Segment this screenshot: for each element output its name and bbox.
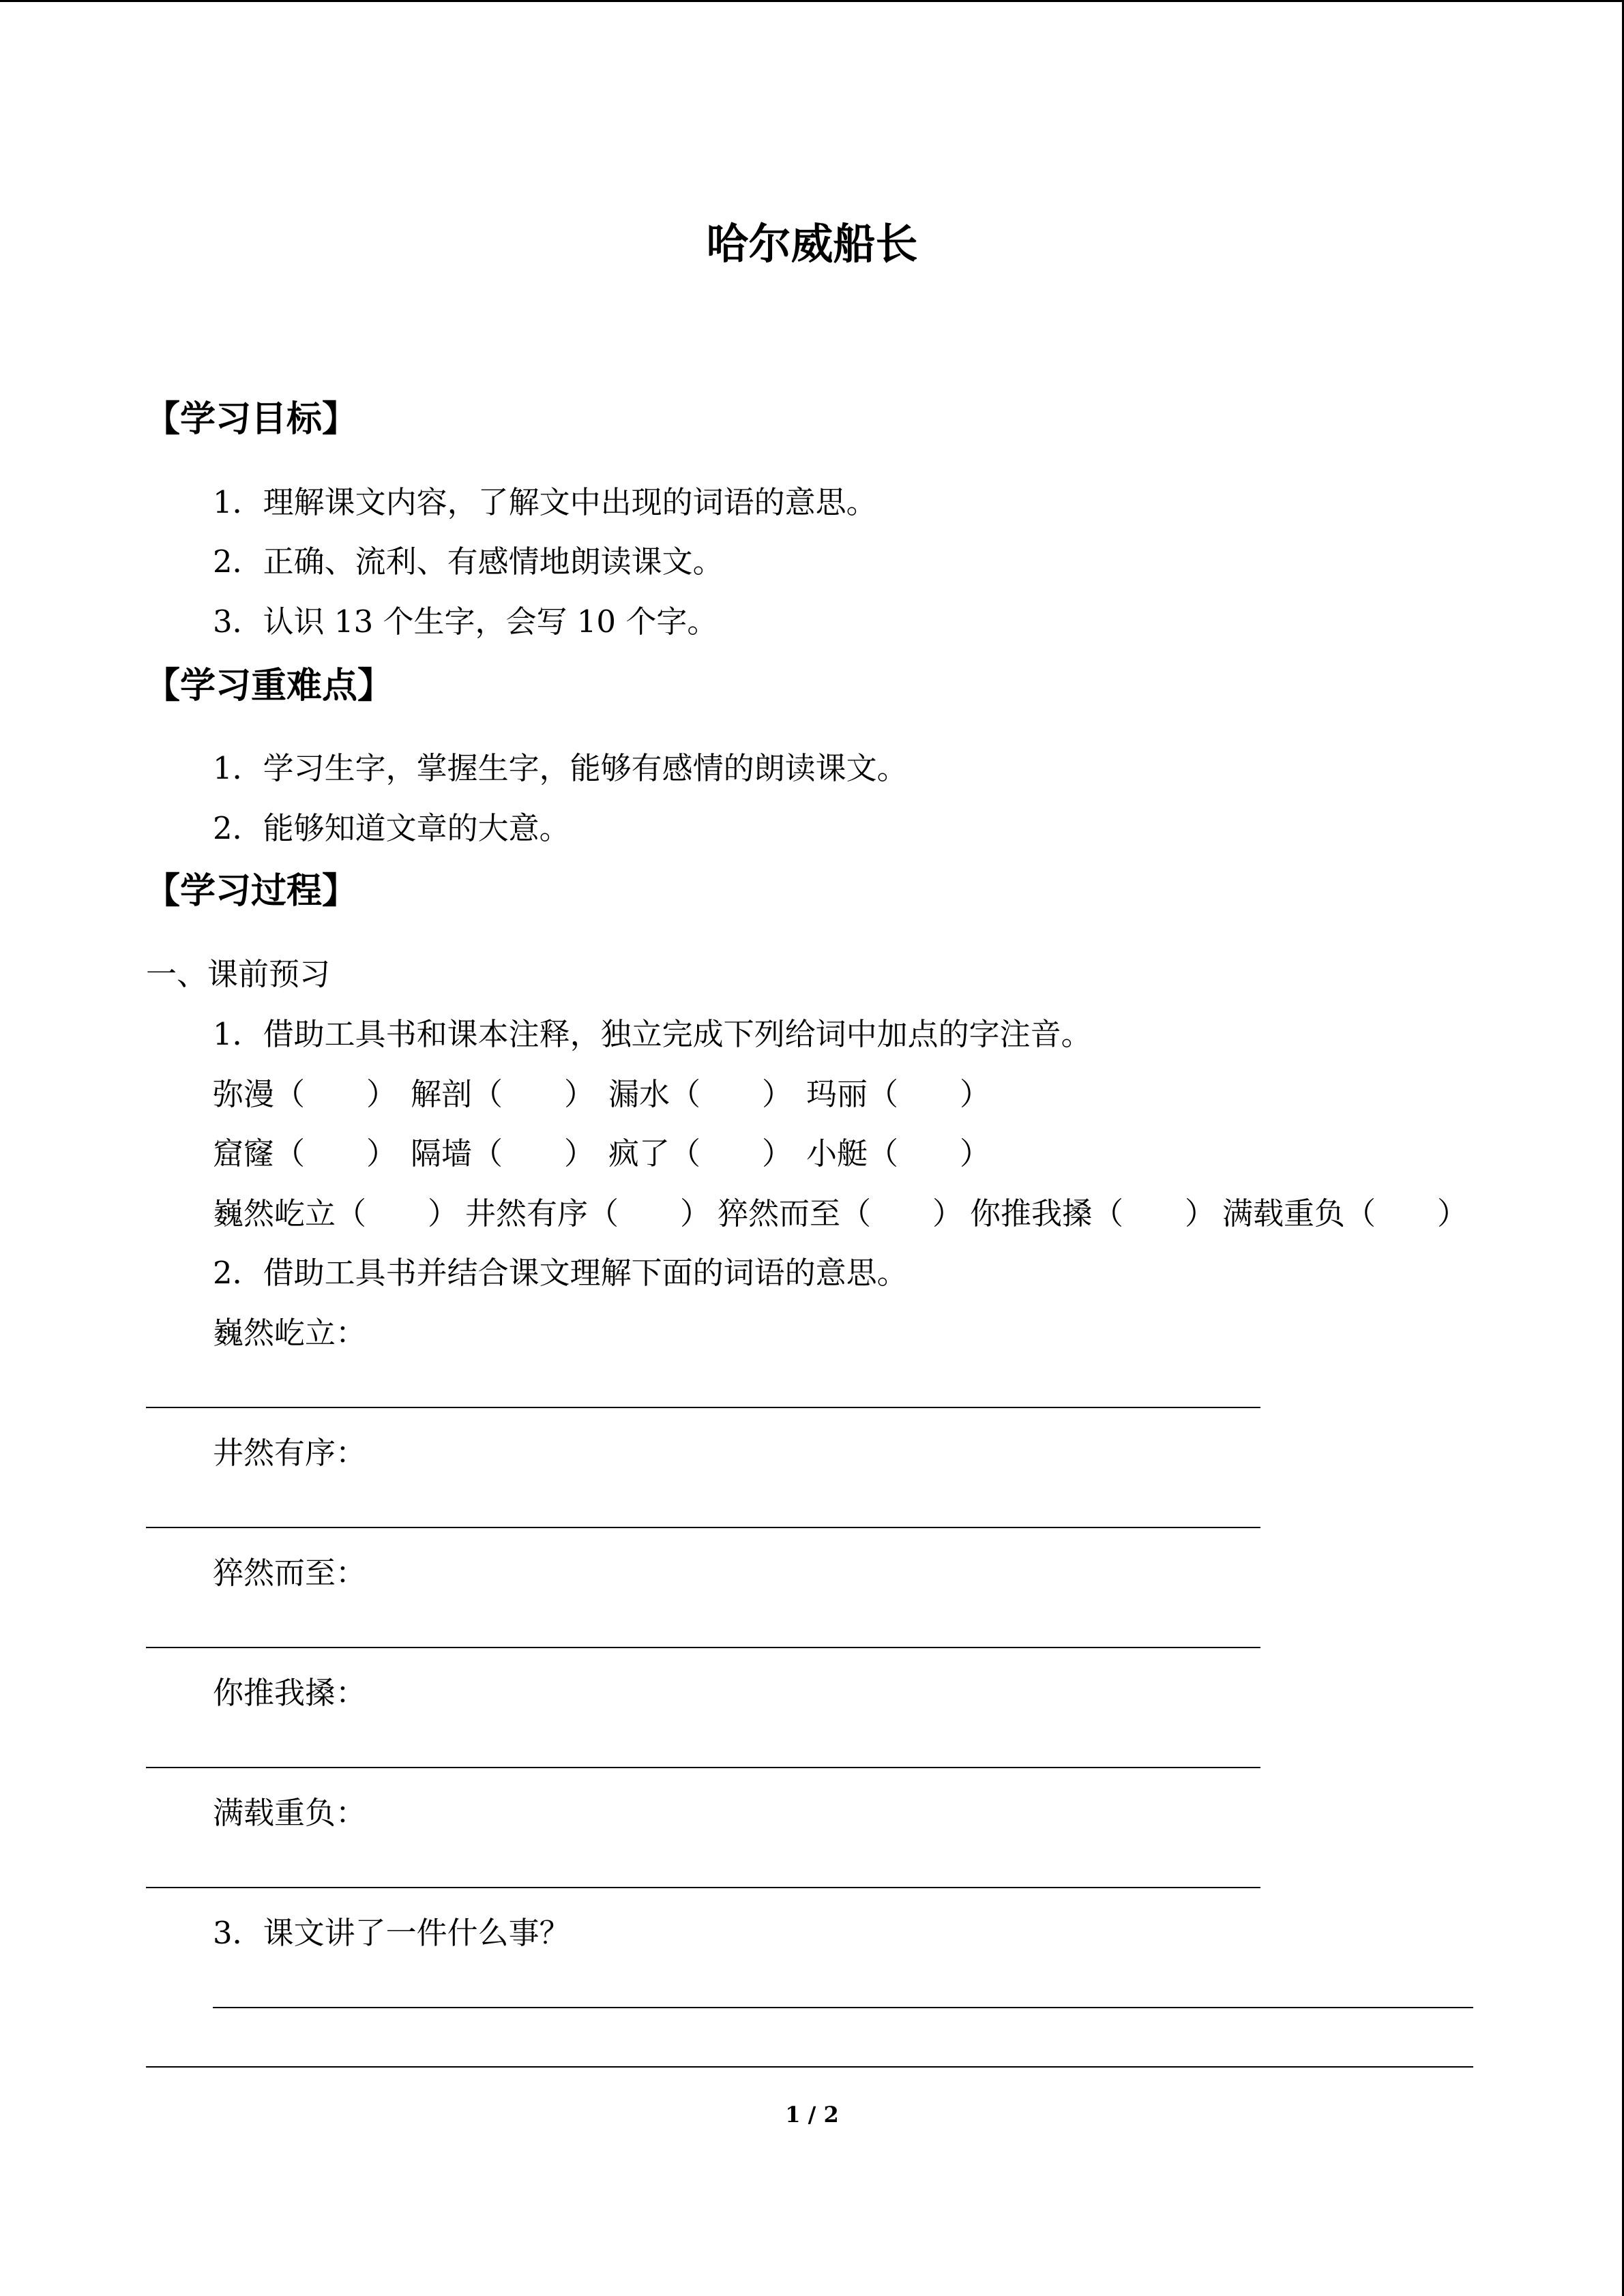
page-number: 1 / 2 <box>785 2102 839 2128</box>
goal-item-3: 3．认识 13 个生字，会写 10 个字。 <box>213 603 718 640</box>
section-heading-goals: 【学习目标】 <box>145 398 358 440</box>
section-heading-key-points: 【学习重难点】 <box>145 665 394 706</box>
pinyin-row-2 <box>213 1129 990 1173</box>
answer-line[interactable] <box>146 2066 1473 2068</box>
answer-line[interactable] <box>146 1527 1260 1528</box>
pinyin-item[interactable]: 疯了（ ） <box>608 1135 793 1172</box>
term-label: 井然有序： <box>213 1435 367 1471</box>
section-heading-process: 【学习过程】 <box>145 870 358 912</box>
pinyin-item[interactable]: 漏水（ ） <box>608 1076 793 1112</box>
question-2: 2．借助工具书并结合课文理解下面的词语的意思。 <box>213 1255 908 1291</box>
answer-line[interactable] <box>146 1407 1260 1408</box>
answer-line[interactable] <box>146 1767 1260 1768</box>
key-point-item-1: 1．学习生字，掌握生字，能够有感情的朗读课文。 <box>213 750 908 786</box>
pinyin-item[interactable]: 玛丽（ ） <box>806 1076 991 1112</box>
pinyin-item[interactable]: 你推我搡（ ） <box>970 1195 1216 1232</box>
goal-item-1: 1．理解课文内容，了解文中出现的词语的意思。 <box>213 484 877 520</box>
term-label: 满载重负： <box>213 1795 367 1831</box>
question-1: 1．借助工具书和课本注释，独立完成下列给词中加点的字注音。 <box>213 1016 1092 1052</box>
part1-heading: 一、课前预习 <box>146 956 331 992</box>
answer-line[interactable] <box>213 2007 1473 2008</box>
term-label: 你推我搡： <box>213 1675 367 1711</box>
pinyin-item[interactable]: 满载重负（ ） <box>1222 1195 1468 1232</box>
goal-item-2: 2．正确、流利、有感情地朗读课文。 <box>213 543 724 580</box>
pinyin-item[interactable]: 井然有序（ ） <box>465 1195 711 1232</box>
pinyin-item[interactable]: 小艇（ ） <box>806 1135 991 1172</box>
pinyin-item[interactable]: 解剖（ ） <box>411 1076 595 1112</box>
answer-line[interactable] <box>146 1887 1260 1888</box>
pinyin-item[interactable]: 巍然屹立（ ） <box>213 1195 459 1232</box>
pinyin-item[interactable]: 隔墙（ ） <box>411 1135 595 1172</box>
answer-line[interactable] <box>146 1647 1260 1648</box>
page-top-border <box>0 0 1624 2</box>
pinyin-item[interactable]: 猝然而至（ ） <box>718 1195 964 1232</box>
pinyin-item[interactable]: 窟窿（ ） <box>213 1135 398 1172</box>
term-label: 猝然而至： <box>213 1555 367 1591</box>
pinyin-row-1 <box>213 1069 990 1114</box>
term-label: 巍然屹立： <box>213 1315 367 1351</box>
question-3: 3．课文讲了一件什么事？ <box>213 1915 570 1951</box>
pinyin-row-3 <box>213 1189 1468 1233</box>
pinyin-item[interactable]: 弥漫（ ） <box>213 1076 398 1112</box>
key-point-item-2: 2．能够知道文章的大意。 <box>213 810 570 846</box>
document-title: 哈尔威船长 <box>706 219 918 269</box>
